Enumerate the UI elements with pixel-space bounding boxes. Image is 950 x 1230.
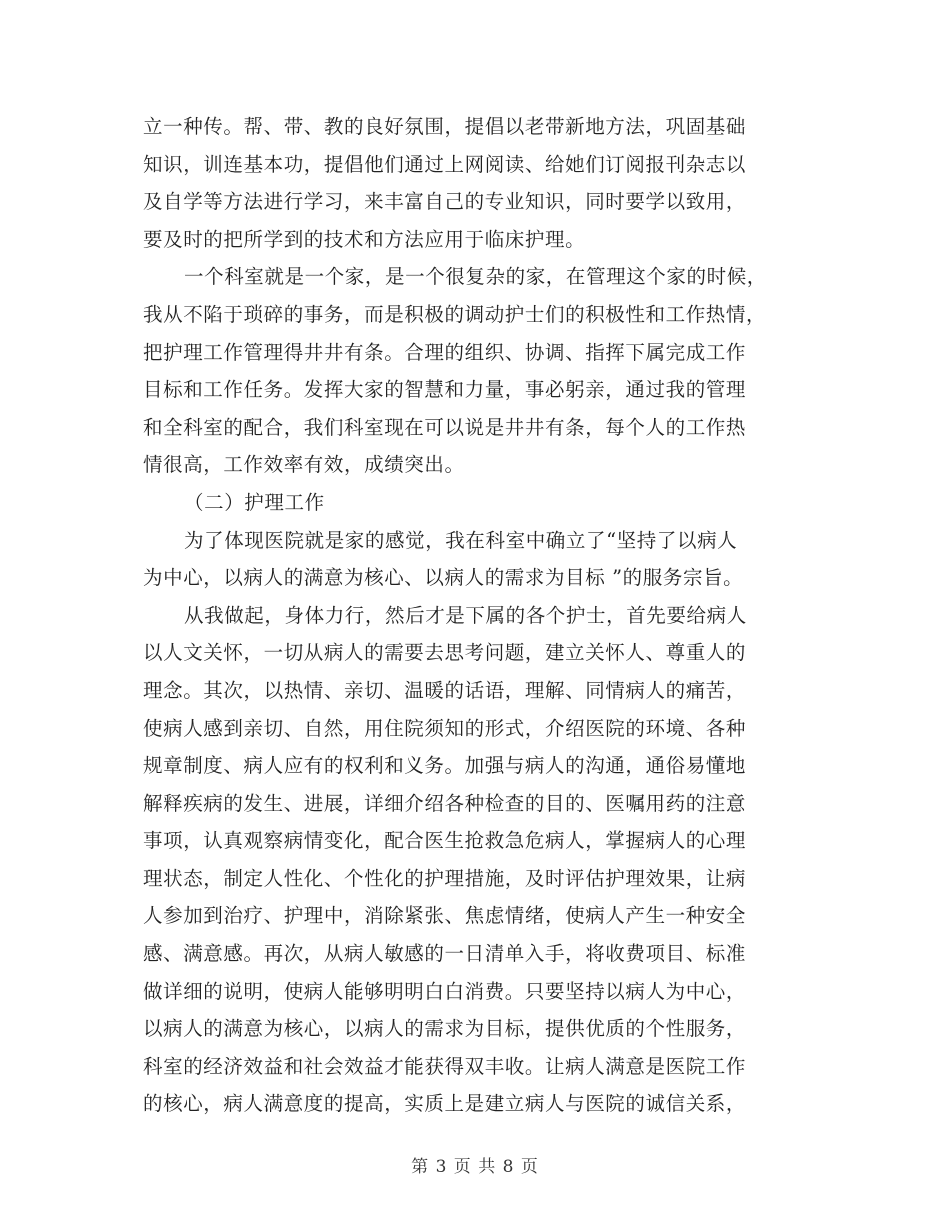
text-line-2: 知识，训连基本功，提倡他们通过上网阅读、给她们订阅报刊杂志以 xyxy=(143,152,747,176)
section-heading: （二）护理工作 xyxy=(184,490,325,514)
text-line-15: 以人文关怀，一切从病人的需要去思考问题，建立关怀人、尊重人的 xyxy=(143,641,747,665)
text-line-7: 把护理工作管理得井井有条。合理的组织、协调、指挥下属完成工作 xyxy=(143,340,747,364)
text-line-12: 为了体现医院就是家的感觉，我在科室中确立了“坚持了以病人 xyxy=(184,528,738,552)
text-line-18: 规章制度、病人应有的权利和义务。加强与病人的沟通，通俗易懂地 xyxy=(143,754,747,778)
text-line-19: 解释疾病的发生、进展，详细介绍各种检查的目的、医嘱用药的注意 xyxy=(143,791,747,815)
text-line-13: 为中心，以病人的满意为核心、以病人的需求为目标 ”的服务宗旨。 xyxy=(143,566,744,590)
text-line-26: 科室的经济效益和社会效益才能获得双丰收。让病人满意是医院工作 xyxy=(143,1054,747,1078)
text-line-10: 情很高，工作效率有效，成绩突出。 xyxy=(143,453,465,477)
text-line-23: 感、满意感。再次，从病人敏感的一日清单入手，将收费项目、标准 xyxy=(143,942,747,966)
text-line-22: 人参加到治疗、护理中，消除紧张、焦虑情绪，使病人产生一种安全 xyxy=(143,904,747,928)
text-line-9: 和全科室的配合，我们科室现在可以说是井井有条，每个人的工作热 xyxy=(143,415,747,439)
text-line-5: 一个科室就是一个家，是一个很复杂的家，在管理这个家的时候， xyxy=(184,265,767,289)
text-line-8: 目标和工作任务。发挥大家的智慧和力量，事必躬亲，通过我的管理 xyxy=(143,378,747,402)
text-line-4: 要及时的把所学到的技术和方法应用于临床护理。 xyxy=(143,227,586,251)
text-line-21: 理状态，制定人性化、个性化的护理措施，及时评估护理效果，让病 xyxy=(143,866,747,890)
text-line-6: 我从不陷于琐碎的事务，而是积极的调动护士们的积极性和工作热情， xyxy=(143,302,767,326)
page-number-footer: 第 3 页 共 8 页 xyxy=(411,1157,539,1177)
text-line-14: 从我做起，身体力行，然后才是下属的各个护士，首先要给病人 xyxy=(184,603,747,627)
text-line-3: 及自学等方法进行学习，来丰富自己的专业知识，同时要学以致用， xyxy=(143,190,747,214)
text-line-27: 的核心，病人满意度的提高，实质上是建立病人与医院的诚信关系， xyxy=(143,1092,747,1116)
text-line-24: 做详细的说明，使病人能够明明白白消费。只要坚持以病人为中心， xyxy=(143,979,747,1003)
text-line-1: 立一种传。帮、带、教的良好氛围，提倡以老带新地方法，巩固基础 xyxy=(143,115,747,138)
text-line-20: 事项，认真观察病情变化，配合医生抢救急危病人，掌握病人的心理 xyxy=(143,829,747,853)
text-line-16: 理念。其次，以热情、亲切、温暖的话语，理解、同情病人的痛苦， xyxy=(143,678,747,702)
body-text xyxy=(143,108,803,1123)
text-line-17: 使病人感到亲切、自然，用住院须知的形式，介绍医院的环境、各种 xyxy=(143,716,747,740)
text-line-25: 以病人的满意为核心，以病人的需求为目标，提供优质的个性服务， xyxy=(143,1017,747,1041)
